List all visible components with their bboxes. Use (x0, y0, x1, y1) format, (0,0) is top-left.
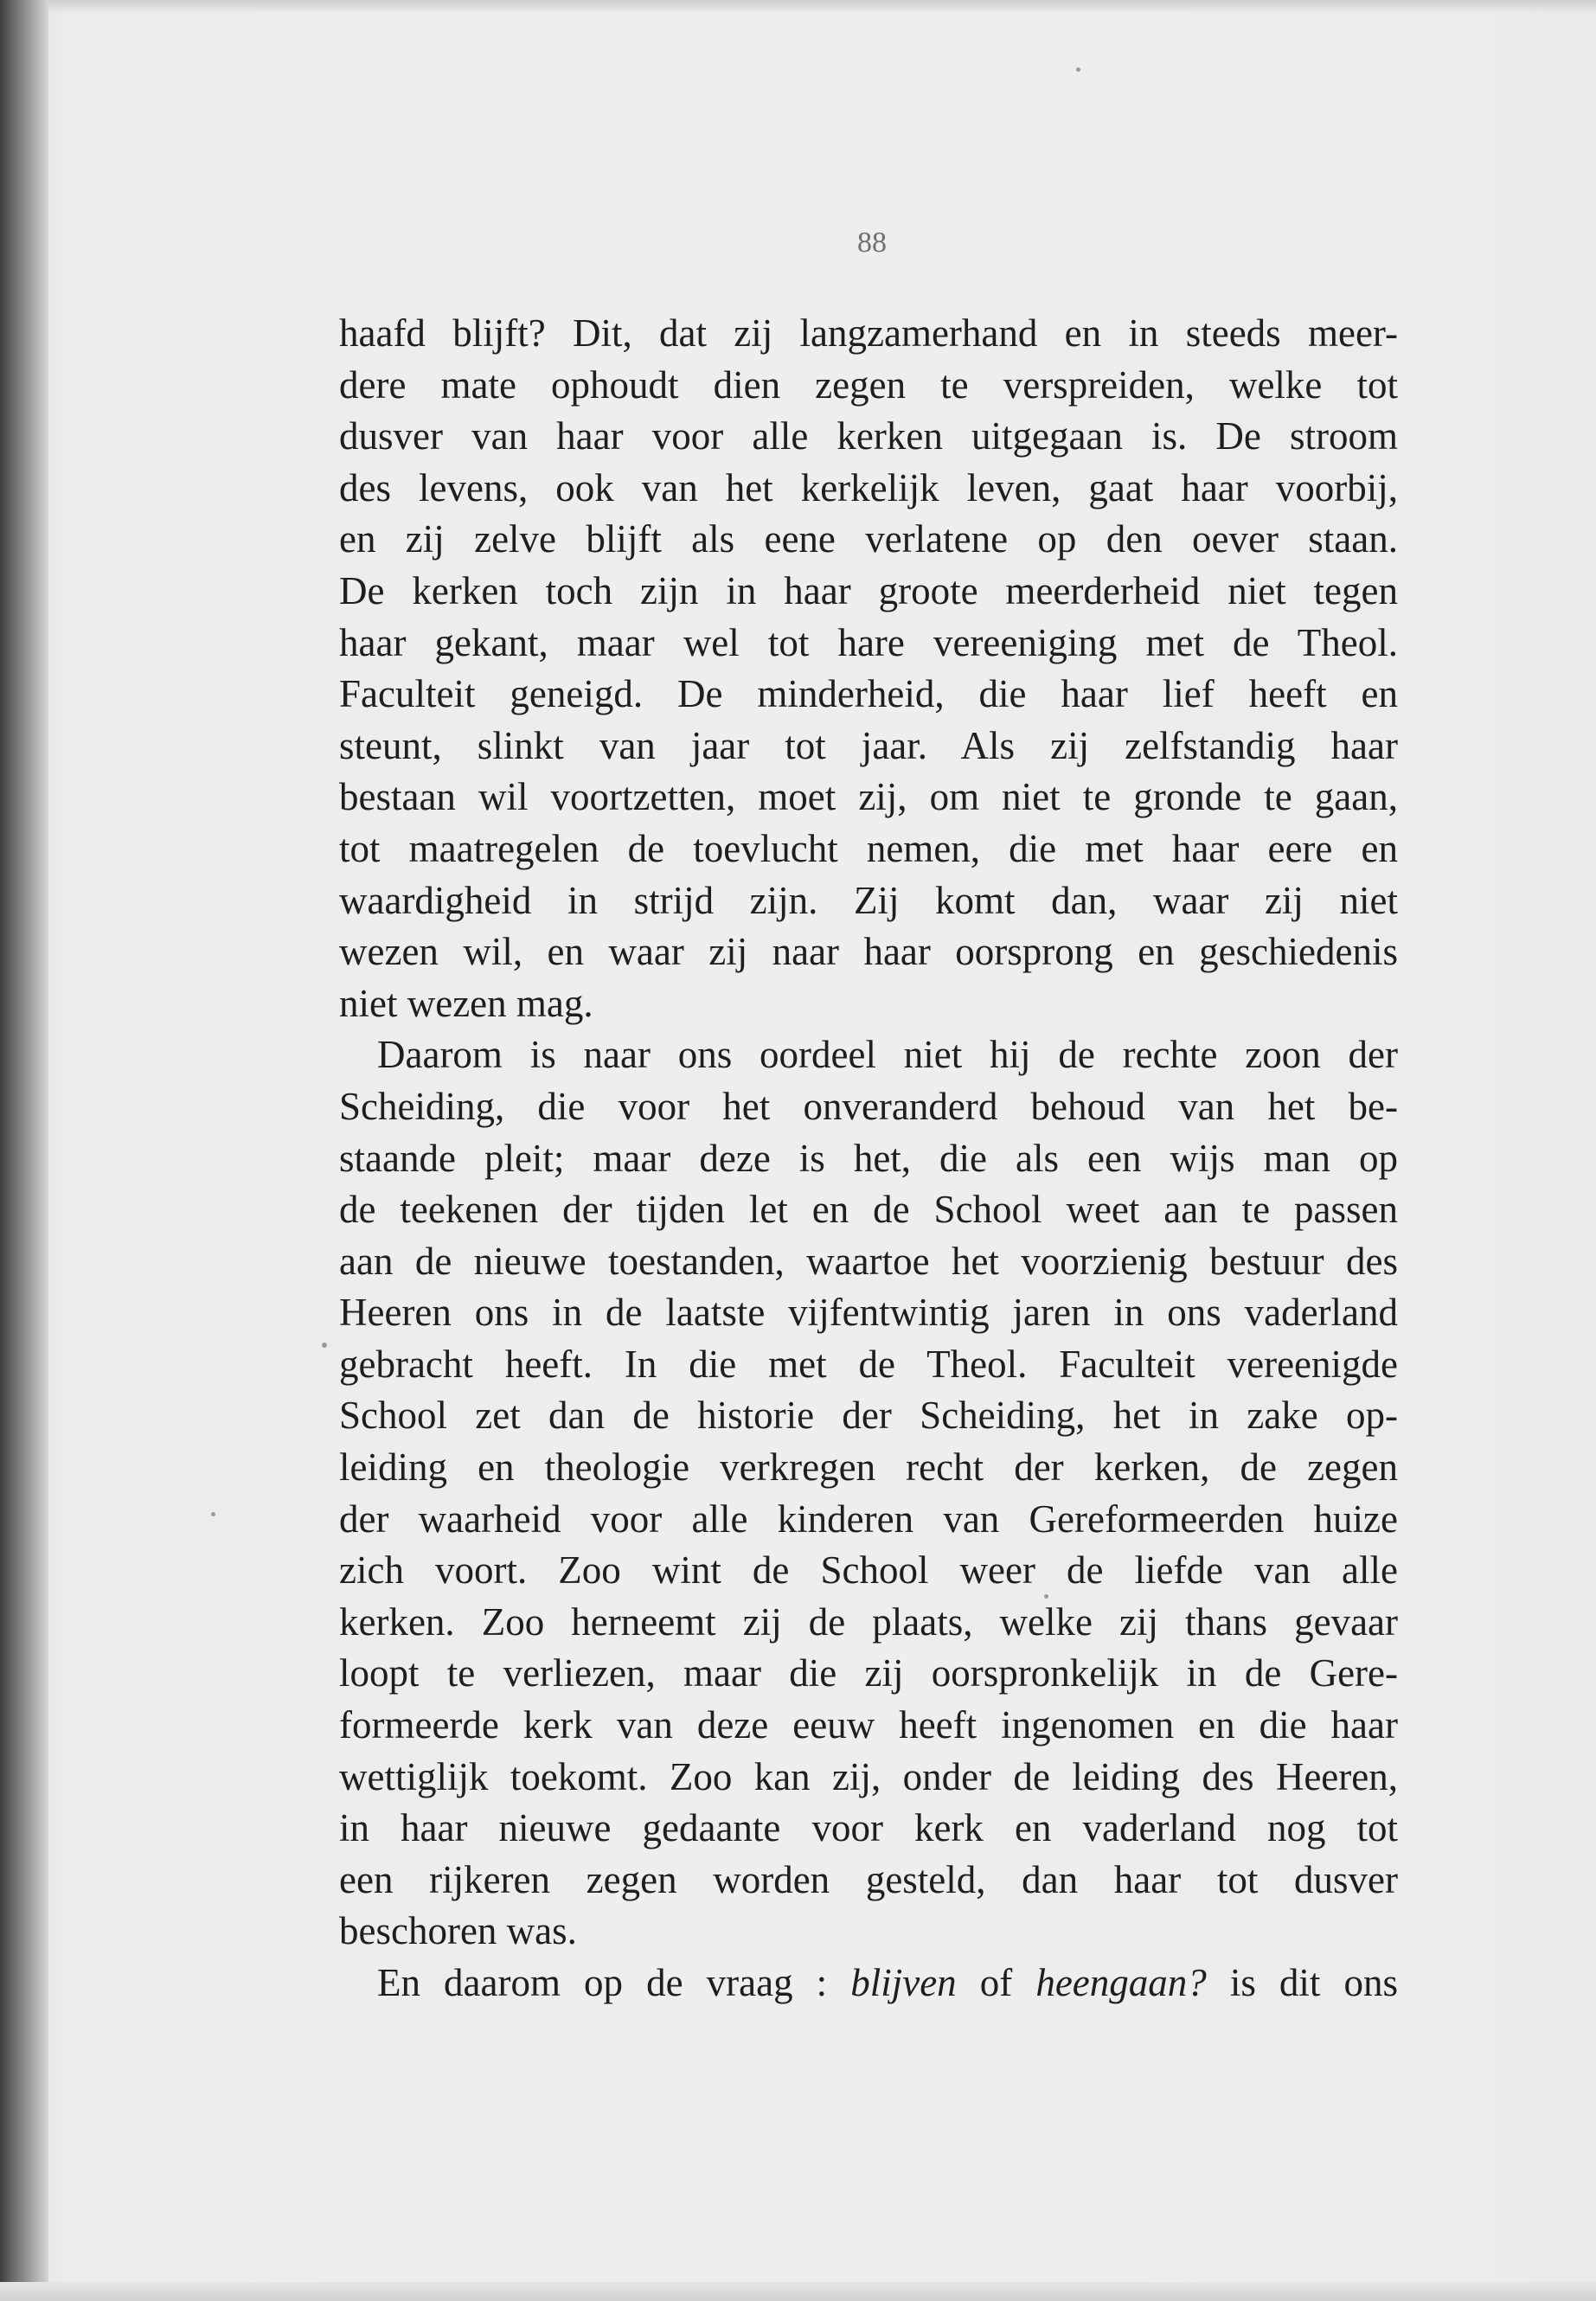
final-line-end: is dit ons (1206, 1961, 1398, 2004)
text-line: bestaan wil voortzetten, moet zij, om niet te gronde te gaan, (339, 775, 1398, 819)
paper-speck (322, 1343, 327, 1348)
text-line: formeerde kerk van deze eeuw heeft ingenomen en die haar (339, 1703, 1398, 1747)
final-line-start: En daarom op de vraag : (377, 1961, 851, 2004)
page-number: 88 (857, 227, 887, 259)
page-top-edge (0, 0, 1596, 12)
text-line: kerken. Zoo herneemt zij de plaats, welke zij thans gevaar (339, 1599, 1398, 1644)
italic-term-heengaan: heengaan? (1035, 1961, 1207, 2004)
text-line: De kerken toch zijn in haar groote meerderheid niet tegen (339, 568, 1398, 612)
body-text (339, 308, 1398, 2009)
text-line: een rijkeren zegen worden gesteld, dan haar tot dusver (339, 1857, 1398, 1901)
text-line: Daarom is naar ons oordeel niet hij de rechte zoon der (377, 1033, 1398, 1077)
text-line: gebracht heeft. In die met de Theol. Faculteit vereenigde (339, 1342, 1398, 1386)
text-line: aan de nieuwe toestanden, waartoe het voorzienig bestuur des (339, 1239, 1398, 1283)
text-line: zich voort. Zoo wint de School weer de liefde van alle (339, 1548, 1398, 1593)
text-line: wezen wil, en waar zij naar haar oorsprong en geschiedenis (339, 930, 1398, 974)
text-line: beschoren was. (339, 1909, 577, 1953)
text-line: dere mate ophoudt dien zegen te verspreiden, welke tot (339, 362, 1398, 407)
paper-speck (1076, 67, 1080, 72)
text-line: haar gekant, maar wel tot hare vereeniging met de Theol. (339, 620, 1398, 664)
book-binding-edge (0, 0, 48, 2301)
text-line: der waarheid voor alle kinderen van Gereformeerden huize (339, 1497, 1398, 1541)
text-line: tot maatregelen de toevlucht nemen, die met haar eere en (339, 826, 1398, 870)
paper-speck (211, 1512, 215, 1516)
text-line: niet wezen mag. (339, 981, 593, 1025)
text-line: de teekenen der tijden let en de School weet aan te passen (339, 1188, 1398, 1232)
text-line: haafd blijft? Dit, dat zij langzamerhand en in steeds meer- (339, 311, 1398, 355)
text-line: School zet dan de historie der Scheiding, het in zake op- (339, 1394, 1398, 1438)
text-line: Heeren ons in de laatste vijfentwintig jaren in ons vaderland (339, 1291, 1398, 1335)
final-line-middle: of (956, 1961, 1036, 2004)
text-line-final (339, 1958, 1398, 2009)
italic-term-blijven: blijven (850, 1961, 957, 2004)
text-line: loopt te verliezen, maar die zij oorspronkelijk in de Gere- (339, 1651, 1398, 1695)
text-line: dusver van haar voor alle kerken uitgegaan is. De stroom (339, 414, 1398, 458)
text-line: waardigheid in strijd zijn. Zij komt dan, waar zij niet (339, 878, 1398, 922)
text-line: Faculteit geneigd. De minderheid, die haar lief heeft en (339, 672, 1398, 716)
page-bottom-edge (0, 2282, 1596, 2301)
text-line: steunt, slinkt van jaar tot jaar. Als zij zelfstandig haar (339, 723, 1398, 767)
text-line: wettiglijk toekomt. Zoo kan zij, onder de leiding des Heeren, (339, 1754, 1398, 1798)
text-line: en zij zelve blijft als eene verlatene op den oever staan. (339, 517, 1398, 561)
text-line: Scheiding, die voor het onveranderd behoud van het be- (339, 1084, 1398, 1128)
text-line: des levens, ook van het kerkelijk leven, gaat haar voorbij, (339, 465, 1398, 510)
text-line: staande pleit; maar deze is het, die als een wijs man op (339, 1136, 1398, 1180)
text-line: leiding en theologie verkregen recht der kerken, de zegen (339, 1445, 1398, 1490)
text-line: in haar nieuwe gedaante voor kerk en vaderland nog tot (339, 1806, 1398, 1850)
